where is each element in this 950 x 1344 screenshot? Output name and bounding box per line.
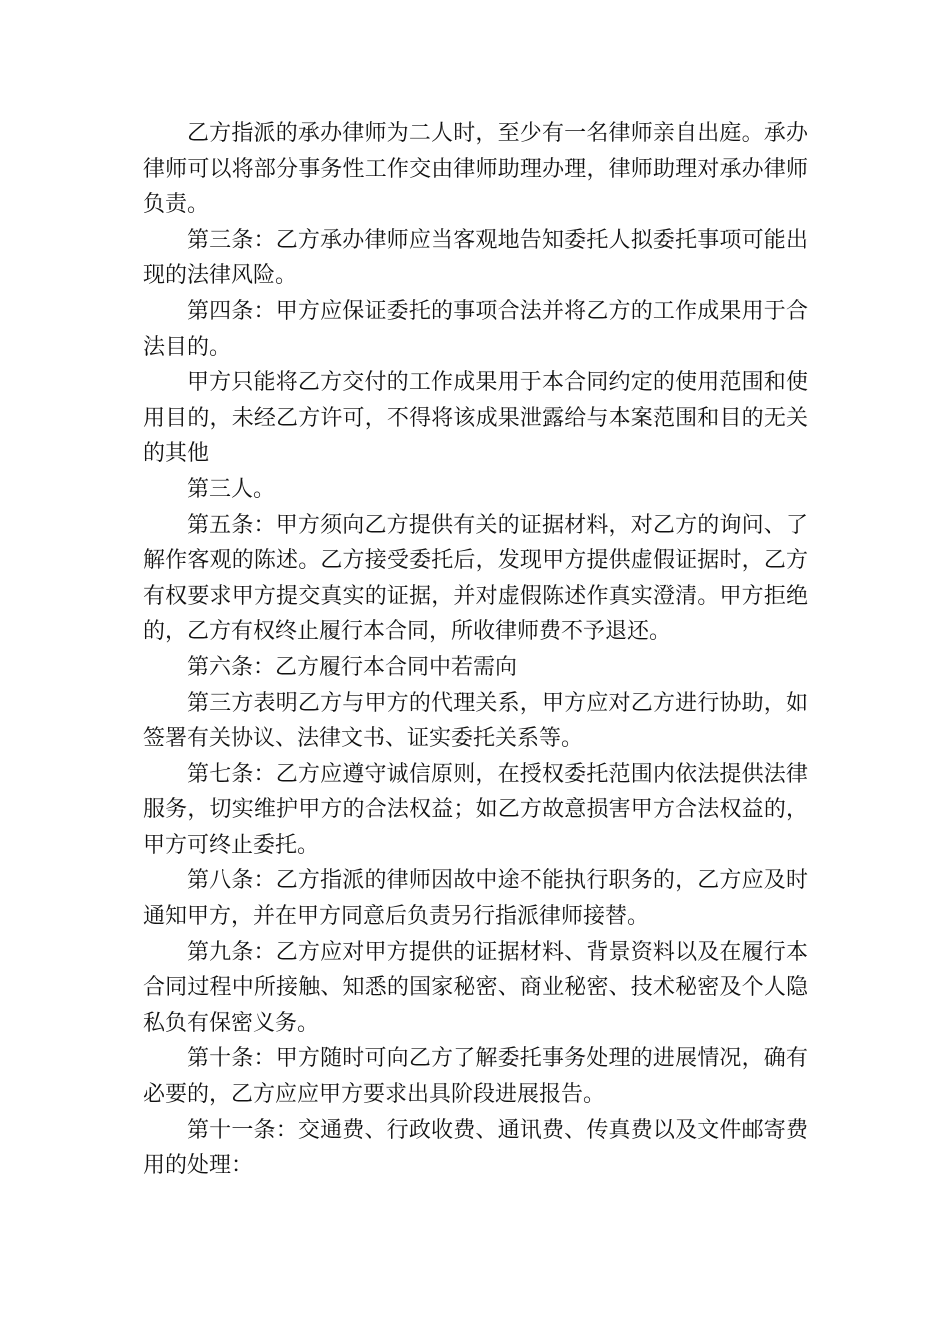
- paragraph-lawyer-assignment: 乙方指派的承办律师为二人时，至少有一名律师亲自出庭。承办律师可以将部分事务性工作交由律师助理办理，律师助理对承办律师负责。: [143, 121, 808, 218]
- paragraph-work-product-use: 甲方只能将乙方交付的工作成果用于本合同约定的使用范围和使用目的，未经乙方许可，不得将该成果泄露给与本案范围和目的无关的其他: [143, 370, 808, 467]
- paragraph-article-6-continued: 第三方表明乙方与甲方的代理关系，甲方应对乙方进行协助，如签署有关协议、法律文书、证实委托关系等。: [143, 690, 808, 752]
- paragraph-third-party: 第三人。: [187, 476, 276, 502]
- document-body: [143, 116, 808, 1184]
- paragraph-article-10: 第十条：甲方随时可向乙方了解委托事务处理的进展情况，确有必要的，乙方应应甲方要求出具阶段进展报告。: [143, 1046, 808, 1108]
- paragraph-article-8: 第八条：乙方指派的律师因故中途不能执行职务的，乙方应及时通知甲方，并在甲方同意后负责另行指派律师接替。: [143, 868, 808, 930]
- paragraph-article-9: 第九条：乙方应对甲方提供的证据材料、背景资料以及在履行本合同过程中所接触、知悉的国家秘密、商业秘密、技术秘密及个人隐私负有保密义务。: [143, 939, 808, 1036]
- paragraph-article-11: 第十一条：交通费、行政收费、通讯费、传真费以及文件邮寄费用的处理：: [143, 1117, 808, 1179]
- paragraph-article-7: 第七条：乙方应遵守诚信原则，在授权委托范围内依法提供法律服务，切实维护甲方的合法权益；如乙方故意损害甲方合法权益的，甲方可终止委托。: [143, 761, 808, 858]
- paragraph-article-3: 第三条：乙方承办律师应当客观地告知委托人拟委托事项可能出现的法律风险。: [143, 227, 808, 289]
- paragraph-article-4: 第四条：甲方应保证委托的事项合法并将乙方的工作成果用于合法目的。: [143, 298, 808, 360]
- paragraph-article-6: 第六条：乙方履行本合同中若需向: [187, 654, 518, 680]
- paragraph-article-5: 第五条：甲方须向乙方提供有关的证据材料，对乙方的询问、了解作客观的陈述。乙方接受委托后，发现甲方提供虚假证据时，乙方有权要求甲方提交真实的证据，并对虚假陈述作真实澄清。甲方拒绝的，乙方有权终止履行本合同，所收律师费不予退还。: [143, 512, 808, 645]
